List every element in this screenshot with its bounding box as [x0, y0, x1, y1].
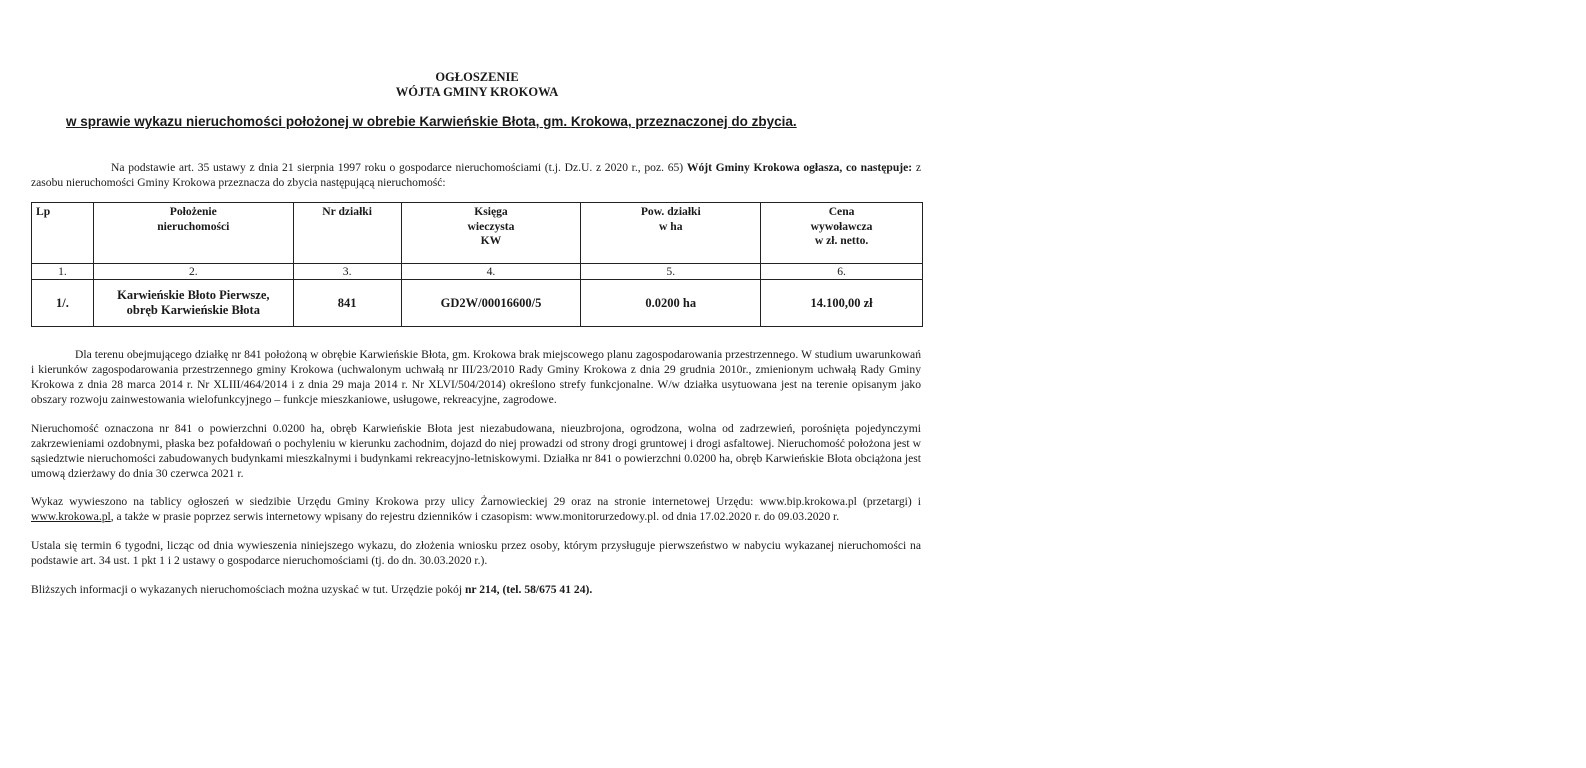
intro-bold: Wójt Gminy Krokowa ogłasza, co następuje:: [686, 161, 913, 174]
column-number: 4.: [401, 264, 581, 280]
contact-details: nr 214, (tel. 58/675 41 24).: [464, 583, 593, 596]
header-location: Położenie nieruchomości: [93, 203, 293, 264]
deadline-paragraph: Ustala się termin 6 tygodni, licząc od dnia wywieszenia niniejszego wykazu, do złożenia wniosku przez osoby, którym przysługuje pierwszeństwo w nabyciu wykazanej nieruchomości na podstawie art. 34 ust. 1 pkt 1 i 2 ustawy o gospodarce nieruchomościami (tj. do dn. 30.03.2020 r.).: [31, 539, 921, 567]
table-number-row: [32, 264, 923, 280]
intro-text-after: z zasobu nieruchomości Gminy Krokowa przeznacza do zbycia następującą nieruchomość:: [31, 161, 921, 189]
cell-land-register: GD2W/00016600/5: [401, 280, 581, 327]
intro-text-before: Na podstawie art. 35 ustawy z dnia 21 sierpnia 1997 roku o gospodarce nieruchomościami (t.j. Dz.U. z 2020 r., poz. 65): [111, 161, 687, 174]
zoning-paragraph: Dla terenu obejmującego działkę nr 841 położoną w obrębie Karwieńskie Błota, gm. Krokowa brak miejscowego planu zagospodarowania przestrzennego. W studium uwarunkowań i kierunków zagospodarowania przestrzennego gminy Krokowa (uchwalonym uchwałą nr III/23/2010 Rady Gminy Krokowa z dnia 29 grudnia 2010r., zmienionym uchwałą Rady Gminy Krokowa z dnia 28 marca 2014 r. Nr XLIII/464/2014 i z dnia 29 maja 2014 r. Nr XLVI/504/2014) określono strefy funkcjonalne. W/w działka usytuowana jest na terenie opisanym jako obszary rozwoju zainwestowania wielofunkcyjnego – funkcje mieszkaniowe, usługowe, rekreacyjne, zagrodowe.: [31, 348, 921, 406]
column-number: 3.: [293, 264, 401, 280]
table-header-row: [32, 203, 923, 264]
document-title: OGŁOSZENIE: [435, 70, 519, 84]
publication-paragraph: Wykaz wywieszono na tablicy ogłoszeń w siedzibie Urzędu Gminy Krokowa przy ulicy Żarnowieckiej 29 oraz na stronie internetowej Urzędu: www.bip.krokowa.pl (przetargi) i www.krokowa.pl, a także w prasie poprzez serwis internetowy wpisany do rejestru dzienników i czasopism: www.monitorurzedowy.pl. od dnia 17.02.2020 r. do 09.03.2020 r.: [31, 495, 921, 523]
header-area: Pow. działki w ha: [581, 203, 761, 264]
intro-paragraph: [31, 160, 921, 190]
column-number: 5.: [581, 264, 761, 280]
cell-area: 0.0200 ha: [581, 280, 761, 327]
column-number: 1.: [32, 264, 94, 280]
document-issuer: WÓJTA GMINY KROKOWA: [395, 85, 559, 99]
header-land-register: Księga wieczysta KW: [401, 203, 581, 264]
website-link[interactable]: www.krokowa.pl: [31, 510, 111, 523]
cell-lp: 1/.: [32, 280, 94, 327]
header-lp: Lp: [32, 203, 94, 264]
cell-location: Karwieńskie Błoto Pierwsze, obręb Karwieńskie Błota: [93, 280, 293, 327]
header-plot-number: Nr działki: [293, 203, 401, 264]
property-description-paragraph: Nieruchomość oznaczona nr 841 o powierzchni 0.0200 ha, obręb Karwieńskie Błota jest niezabudowana, nieuzbrojona, ogrodzona, wolna od zadrzewień, porośnięta pojedynczymi zakrzewieniami ozdobnymi, płaska bez pofałdowań o pochyleniu w kierunku zachodnim, dojazd do niej prowadzi od strony drogi gruntowej i drogi asfaltowej. Nieruchomość położona jest w sąsiedztwie nieruchomości zabudowanych budynkami mieszkalnymi i budynkami rekreacyjno-letniskowymi. Działka nr 841 o powierzchni 0.0200 ha, obręb Karwieńskie Błota obciążona jest umową dzierżawy do dnia 30 czerwca 2021 r.: [31, 422, 921, 480]
property-table: [31, 202, 923, 327]
column-number: 2.: [93, 264, 293, 280]
table-row: [32, 280, 923, 327]
document-subtitle: w sprawie wykazu nieruchomości położonej w obrebie Karwieńskie Błota, gm. Krokowa, przeznaczonej do zbycia.: [66, 114, 797, 129]
column-number: 6.: [761, 264, 923, 280]
cell-plot-number: 841: [293, 280, 401, 327]
header-price: Cena wywoławcza w zł. netto.: [761, 203, 923, 264]
contact-paragraph: Bliższych informacji o wykazanych nieruchomościach można uzyskać w tut. Urzędzie pokój nr 214, (tel. 58/675 41 24).: [31, 583, 593, 596]
cell-price: 14.100,00 zł: [761, 280, 923, 327]
